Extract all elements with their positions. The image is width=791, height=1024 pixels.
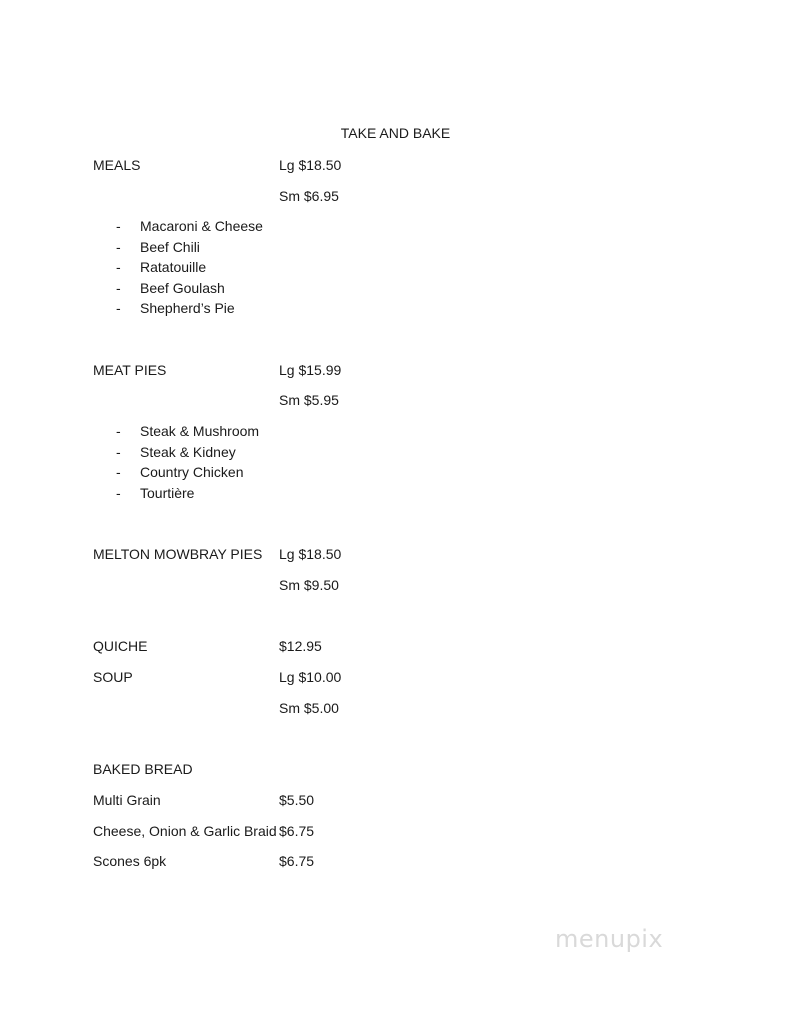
soup-price-lg: Lg $10.00 (279, 669, 342, 685)
meals-price-lg: Lg $18.50 (279, 157, 342, 173)
melton-price-lg: Lg $18.50 (279, 546, 342, 562)
bread-item-row (93, 790, 315, 810)
list-item: - Macaroni & Cheese (116, 218, 263, 234)
meat-pies-price-lg: Lg $15.99 (279, 362, 342, 378)
bread-item-price: $6.75 (279, 823, 315, 839)
list-item: - Tourtière (116, 485, 195, 501)
list-item: - Steak & Kidney (116, 444, 236, 460)
bread-item-name: Scones 6pk (93, 853, 167, 869)
list-item: - Country Chicken (116, 464, 244, 480)
bread-item-name: Multi Grain (93, 792, 161, 808)
bread-header-row (93, 759, 279, 779)
bread-label: BAKED BREAD (93, 761, 193, 777)
page-title: TAKE AND BAKE (340, 125, 451, 141)
meat-pies-header-row (93, 360, 342, 380)
list-item: - Steak & Mushroom (116, 423, 260, 439)
quiche-row (93, 636, 322, 656)
list-item: - Shepherd’s Pie (116, 300, 235, 316)
soup-label: SOUP (93, 669, 133, 685)
meals-label: MEALS (93, 157, 141, 173)
bread-item-row (93, 821, 315, 841)
meals-header-row (93, 155, 342, 175)
quiche-label: QUICHE (93, 638, 148, 654)
list-item: - Beef Chili (116, 239, 200, 255)
meat-pies-price-sm: Sm $5.95 (279, 392, 339, 408)
bread-item-name: Cheese, Onion & Garlic Braid (93, 823, 277, 839)
list-item: - Ratatouille (116, 259, 207, 275)
melton-header-row (93, 544, 342, 564)
melton-label: MELTON MOWBRAY PIES (93, 546, 263, 562)
soup-price-sm: Sm $5.00 (279, 700, 339, 716)
bread-item-price: $6.75 (279, 853, 315, 869)
meat-pies-label: MEAT PIES (93, 362, 167, 378)
soup-header-row (93, 667, 342, 687)
meals-price-sm: Sm $6.95 (279, 188, 339, 204)
bread-item-price: $5.50 (279, 792, 315, 808)
list-item: - Beef Goulash (116, 280, 225, 296)
melton-price-sm: Sm $9.50 (279, 577, 339, 593)
watermark-logo: menupix (555, 925, 664, 953)
quiche-price: $12.95 (279, 638, 322, 654)
bread-item-row (93, 851, 315, 871)
